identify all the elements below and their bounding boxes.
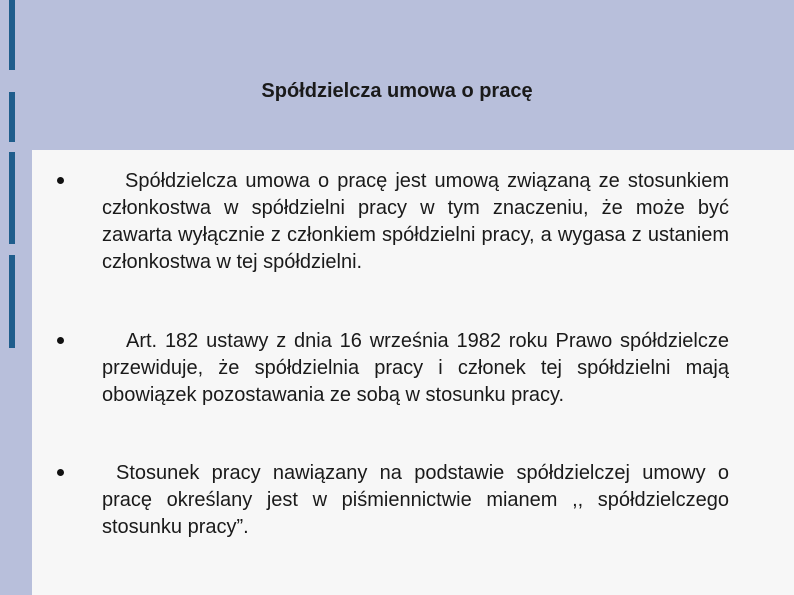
bullet-text: Art. 182 ustawy z dnia 16 września 1982 roku Prawo spółdzielcze przewiduje, że spółdzielnia pracy i członek tej spółdzielni mają obowiązek pozostawania ze sobą w stosunku pracy. xyxy=(102,330,729,406)
bullet-dot xyxy=(57,337,64,344)
bullet-dot xyxy=(57,469,64,476)
accent-bar-top xyxy=(9,0,15,70)
accent-bar-middle xyxy=(9,152,15,244)
bullet-text: Spółdzielcza umowa o pracę jest umową związaną ze stosunkiem członkostwa w spółdzielni pracy w tym znaczeniu, że może być zawarta wyłącznie z członkiem spółdzielni pracy, a wygasa z ustaniem członkostwa w tej spółdzielni. xyxy=(102,170,729,273)
slide-title: Spółdzielcza umowa o pracę xyxy=(261,80,533,102)
bullet-dot xyxy=(57,177,64,184)
bullet-text: Stosunek pracy nawiązany na podstawie spółdzielczej umowy o pracę określany jest w piśmiennictwie mianem ,, spółdzielczego stosunku pracy”. xyxy=(102,462,729,538)
accent-bar-lower xyxy=(9,255,15,348)
content-panel xyxy=(32,150,794,595)
